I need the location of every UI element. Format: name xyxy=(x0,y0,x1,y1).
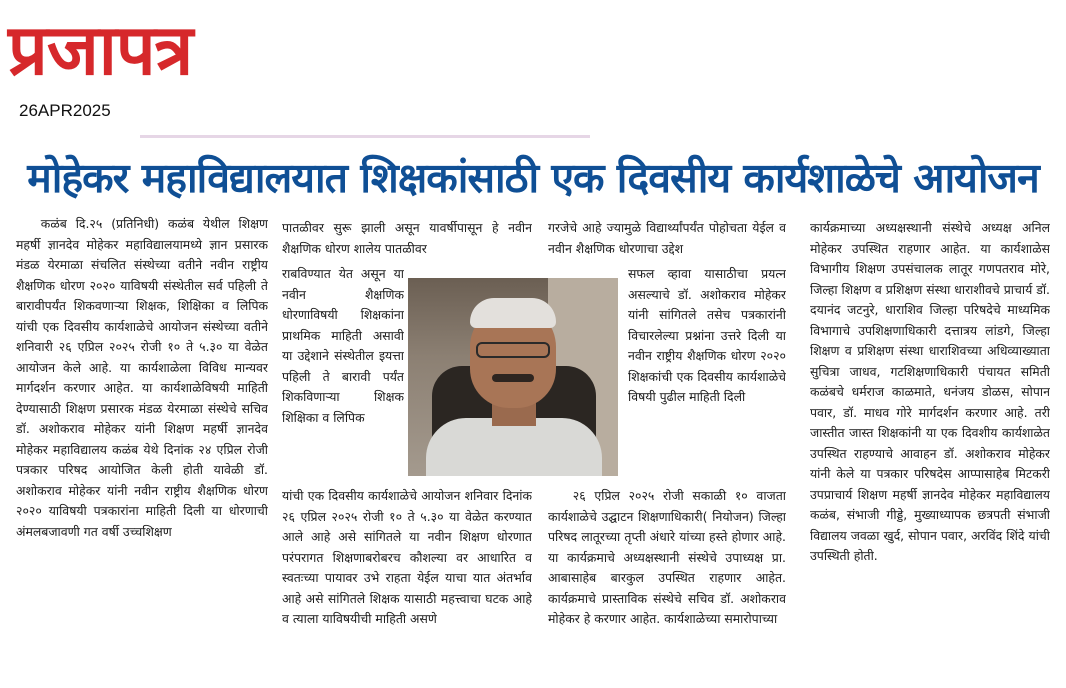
photo-glasses xyxy=(476,342,550,358)
photo-mustache xyxy=(492,374,534,382)
newspaper-logo: प्रजापत्र xyxy=(8,9,193,91)
article-column-1: कळंब दि.२५ (प्रतिनिधी) कळंब येथील शिक्षण महर्षी ज्ञानदेव मोहेकर महाविद्यालयामध्ये ज्ञान प्रसारक मंडळ येरमाळा संचलित संस्थेच्या वतीने नवीन राष्ट्रीय शैक्षणिक धोरण २०२० याविषयी संस्थेतील सर्व पहिली ते बारावीपर्यंत शिकवणाऱ्या शिक्षक, शिक्षिका व लिपिक यांची एक दिवसीय कार्यशाळेचे आयोजन संस्थेच्या वतीने शनिवारी २६ एप्रिल २०२५ रोजी १० ते ५.३० या वेळेत आयोजन केले आहे. या कार्यशाळेला विविध मान्यवर मार्गदर्शन करणार आहेत. या कार्यशाळेविषयी माहिती देण्यासाठी शिक्षण प्रसारक मंडळ येरमाळा संस्थेचे सचिव डॉ. अशोकराव मोहेकर यांनी शिक्षण महर्षी ज्ञानदेव मोहेकर महाविद्यालय कळंब येथे दिनांक २४ एप्रिल रोजी पत्रकार परिषद आयोजित केली होती यावेळी डॉ. अशोकराव मोहेकर यांनी नवीन राष्ट्रीय शैक्षणिक धोरण २०२० याविषयी पत्रकारांना माहिती दिली या धोरणाची अंमलबजावणी गत वर्षी उच्चशिक्षण xyxy=(16,216,268,539)
portrait-photo xyxy=(408,278,618,476)
article-column-3-top: गरजेचे आहे ज्यामुळे विद्यार्थ्यांपर्यंत पोहोचता येईल व नवीन शैक्षणिक धोरणाचा उद्देश xyxy=(548,220,786,256)
article-column-2-wrap: राबविण्यात येत असून या नवीन शैक्षणिक धोरणाविषयी शिक्षकांना प्राथमिक माहिती असावी या उद्देशाने संस्थेतील इयत्ता पहिली ते बारावी पर्यंत शिकविणाऱ्या शिक्षक शिक्षिका व लिपिक xyxy=(282,266,404,425)
divider xyxy=(140,135,590,138)
photo-hair xyxy=(470,298,556,328)
article-column-4: कार्यक्रमाच्या अध्यक्षस्थानी संस्थेचे अध्यक्ष अनिल मोहेकर उपस्थित राहणार आहेत. या कार्यशाळेस विभागीय शिक्षण उपसंचालक लातूर गणपतराव मोरे, जिल्हा शिक्षण व प्रशिक्षण संस्था धाराशीवचे प्राचार्य डॉ. दयानंद जटनुरे, धाराशिव जिल्हा परिषदेचे माध्यमिक विभागाचे उपशिक्षणाधिकारी दत्तात्रय लांडगे, जिल्हा शिक्षण व प्रशिक्षण संस्था धाराशिवच्या अधिव्याख्याता सुचित्रा जाधव, गटशिक्षणाधिकारी पंचायत समिती कळंबचे धर्मराज काळमाते, धनंजय डोळस, सोपान पवार, डॉ. माधव गोरे मार्गदर्शन करणार आहे. तरी जास्तीत जास्त शिक्षकांनी या एक दिवशीय कार्यशाळेत उपस्थित राहण्याचे आवाहन डॉ. अशोकराव मोहेकर यांनी केले या पत्रकार परिषदेस आप्पासाहेब मिटकरी उपप्राचार्य शिक्षण महर्षी ज्ञानदेव मोहेकर महाविद्यालय कळंब, संभाजी गीड्डे, मुख्याध्यापक छत्रपती संभाजी विद्यालय जवळा खुर्द, सोपान पवार, अरविंद शिंदे यांची उपस्थिती होती. xyxy=(810,220,1050,563)
article-column-3-wrap: सफल व्हावा यासाठीचा प्रयत्न असल्याचे डॉ. अशोकराव मोहेकर यांनी सांगितले तसेच पत्रकारांनी विचारलेल्या प्रश्नांना उत्तरे दिली या नवीन राष्ट्रीय शैक्षणिक धोरण २०२० शिक्षकांची एक दिवसीय कार्यशाळेचे विषयी पुढील माहिती दिली xyxy=(628,266,786,404)
headline: मोहेकर महाविद्यालयात शिक्षकांसाठी एक दिवसीय कार्यशाळेचे आयोजन xyxy=(27,154,1039,202)
photo-shirt xyxy=(426,418,602,476)
publication-date: 26APR2025 xyxy=(19,101,111,120)
article-column-2-bottom: यांची एक दिवसीय कार्यशाळेचे आयोजन शनिवार दिनांक २६ एप्रिल २०२५ रोजी १० ते ५.३० या वेळेत करण्यात आले आहे असे सांगितले या नवीन शिक्षण धोरणात परंपरागत शिक्षणाबरोबरच कौशल्या वर आधारित व स्वतःच्या पायावर उभे राहता येईल याचा यात अंतर्भाव आहे असे सांगितले शिक्षक यासाठी महत्त्वाचा घटक आहे व त्याला याविषयीची माहिती असणे xyxy=(282,488,532,626)
article-column-3-bottom: २६ एप्रिल २०२५ रोजी सकाळी १० वाजता कार्यशाळेचे उद्घाटन शिक्षणाधिकारी( नियोजन) जिल्हा परिषद लातूरच्या तृप्ती अंधारे यांच्या हस्ते होणार आहे. या कार्यक्रमाचे अध्यक्षस्थानी संस्थेचे उपाध्यक्ष प्रा. आबासाहेब बारकुल उपस्थित राहणार आहेत. कार्यक्रमाचे प्रास्ताविक संस्थेचे सचिव डॉ. अशोकराव मोहेकर हे करणार आहेत. कार्यशाळेच्या समारोपाच्या xyxy=(548,488,786,626)
article-column-2-top: पातळीवर सुरू झाली असून यावर्षीपासून हे नवीन शैक्षणिक धोरण शालेय पातळीवर xyxy=(282,220,532,256)
